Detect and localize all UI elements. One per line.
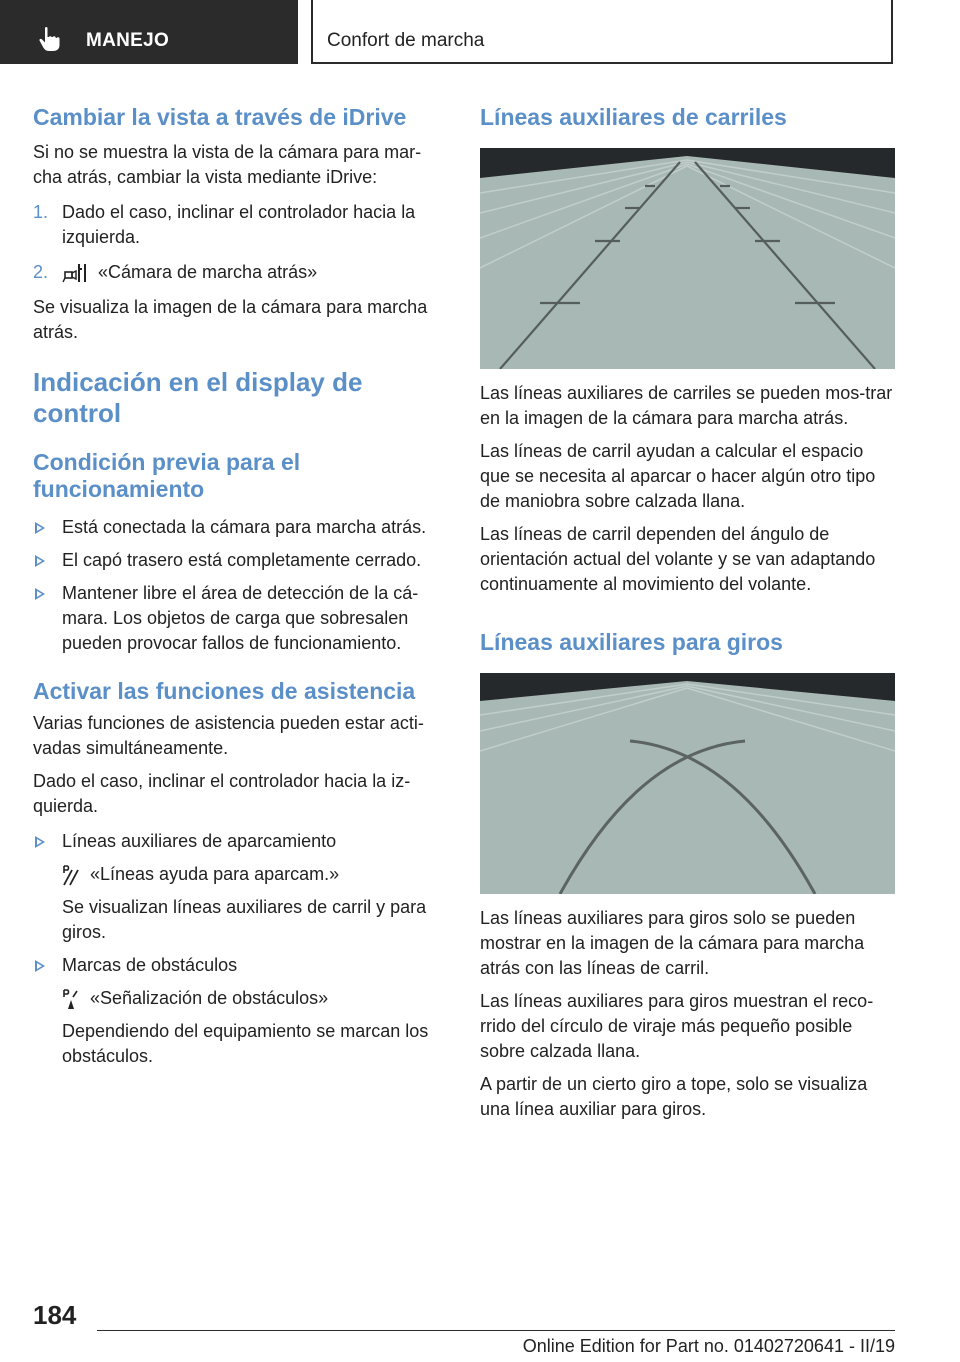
footer-divider [97,1330,895,1331]
heading-idrive: Cambiar la vista a través de iDrive [33,104,407,130]
lanes-paragraph: Las líneas de carril ayudan a calcular el espacio que se necesita al aparcar o hacer algún otro tipo de maniobra sobre calzada llana. [480,441,876,511]
menu-label: «Líneas ayuda para aparcam.» [90,864,340,884]
step-item [33,200,448,250]
step-item [33,260,448,285]
list-item-text: El capó trasero está completamente cerrado. [62,550,422,570]
step-number: 2. [33,262,49,282]
heading-lanes: Líneas auxiliares de carriles [480,104,787,130]
turn-lines-figure [480,673,895,894]
menu-entry [62,986,448,1011]
list-item [33,515,448,540]
paragraph-activate-1: Varias funciones de asistencia pueden estar acti-vadas simultáneamente. [33,713,424,758]
assist-description: Se visualizan líneas auxiliares de carril y para giros. [62,897,427,942]
steps-list [33,200,448,285]
left-column [33,100,448,1069]
bullet-triangle-icon [35,960,45,972]
turns-paragraph: Las líneas auxiliares para giros muestran el reco-rrido del círculo de viraje más pequeño posible sobre calzada llana. [480,991,874,1061]
step-text: Dado el caso, inclinar el controlador hacia la izquierda. [62,202,416,247]
heading-condition: Condición previa para el funcionamiento [33,449,301,502]
hand-pointer-icon [38,26,62,52]
list-item-text: Marcas de obstáculos [62,955,238,975]
assist-description: Dependiendo del equipamiento se marcan los obstáculos. [62,1021,429,1066]
paragraph-activate-2: Dado el caso, inclinar el controlador hacia la iz-quierda. [33,771,411,816]
list-item [33,953,448,1069]
rear-camera-icon [62,262,88,284]
section-tab [0,0,298,64]
heading-turns: Líneas auxiliares para giros [480,629,783,655]
menu-entry [62,862,448,887]
turns-paragraph: Las líneas auxiliares para giros solo se pueden mostrar en la imagen de la cámara para marcha atrás con las líneas de carril. [480,908,865,978]
heading-display: Indicación en el display de control [33,367,363,428]
chapter-title: Confort de marcha [327,30,485,51]
list-item [33,581,448,656]
bullet-triangle-icon [35,588,45,600]
paragraph-after-steps: Se visualiza la imagen de la cámara para marcha atrás. [33,297,428,342]
step-number: 1. [33,202,49,222]
lanes-paragraph: Las líneas auxiliares de carriles se pueden mos-trar en la imagen de la cámara para marcha atrás. [480,383,893,428]
lane-lines-figure [480,148,895,369]
conditions-list [33,515,448,656]
assist-list [33,829,448,1069]
footer-edition: Online Edition for Part no. 01402720641 - II/19 [522,1336,895,1356]
lanes-paragraph: Las líneas de carril dependen del ángulo de orientación actual del volante y se van adaptando continuamente al movimiento del volante. [480,524,876,594]
right-column [480,100,895,1122]
list-item-text: Está conectada la cámara para marcha atrás. [62,517,427,537]
paragraph-idrive: Si no se muestra la vista de la cámara para mar-cha atrás, cambiar la vista mediante iDrive: [33,142,422,187]
parking-lines-icon [62,864,80,886]
bullet-triangle-icon [35,836,45,848]
list-item [33,829,448,945]
menu-label: «Señalización de obstáculos» [90,988,329,1008]
step-text: «Cámara de marcha atrás» [98,262,318,282]
obstacle-marking-icon [62,988,80,1010]
list-item-text: Mantener libre el área de detección de la cá-mara. Los objetos de carga que sobresalen pueden provocar fallos de funcionamiento. [62,583,419,653]
bullet-triangle-icon [35,555,45,567]
turns-paragraph: A partir de un cierto giro a tope, solo se visualiza una línea auxiliar para giros. [480,1074,868,1119]
page-number: 184 [33,1300,77,1330]
section-title: MANEJO [86,30,170,51]
bullet-triangle-icon [35,522,45,534]
heading-activate: Activar las funciones de asistencia [33,678,416,704]
chapter-box [311,0,893,64]
list-item [33,548,448,573]
list-item-text: Líneas auxiliares de aparcamiento [62,831,337,851]
